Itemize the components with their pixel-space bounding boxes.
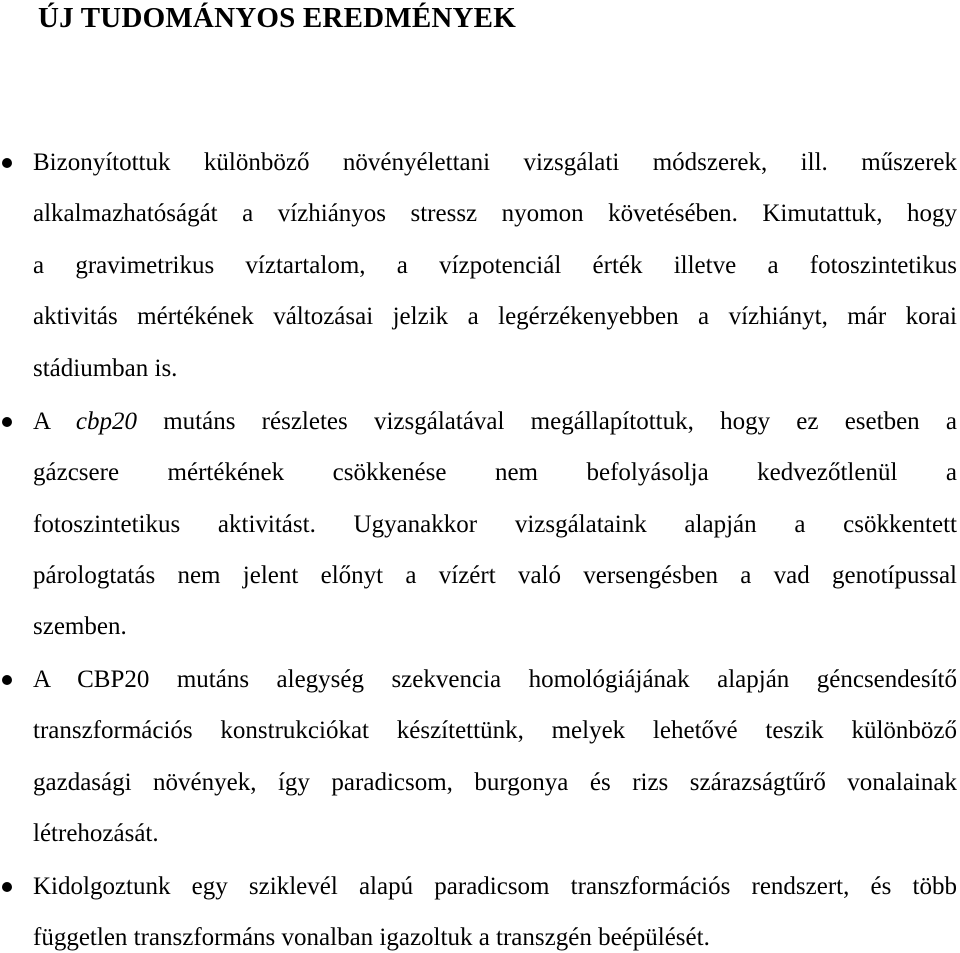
item-line: aktivitás mértékének változásai jelzik a legérzékenyebben a vízhiányt, már korai xyxy=(33,303,957,330)
item-line: alkalmazhatóságát a vízhiányos stressz nyomon követésében. Kimutattuk, hogy xyxy=(33,200,957,227)
item-line: A CBP20 mutáns alegység szekvencia homológiájának alapján géncsendesítő xyxy=(33,666,957,693)
item-line: gazdasági növények, így paradicsom, burgonya és rizs szárazságtűrő vonalainak xyxy=(33,769,957,796)
bullet-icon xyxy=(2,417,12,427)
item-line-rest: mutáns részletes vizsgálatával megállapítottuk, hogy ez esetben a xyxy=(137,408,957,435)
item-line: független transzformáns vonalban igazoltuk a transzgén beépülését. xyxy=(33,924,710,951)
gene-name: cbp20 xyxy=(75,408,138,435)
item-line: Bizonyítottuk különböző növényélettani vizsgálati módszerek, ill. műszerek xyxy=(33,149,957,176)
item-line-start: A xyxy=(33,408,76,435)
item-line xyxy=(33,407,957,437)
item-line: párologtatás nem jelent előnyt a vízért való versengésben a vad genotípussal xyxy=(33,562,957,589)
item-line: a gravimetrikus víztartalom, a vízpotenciál érték illetve a fotoszintetikus xyxy=(33,252,957,279)
item-line: szemben. xyxy=(33,613,127,640)
bullet-icon xyxy=(2,158,12,168)
item-line: Kidolgoztunk egy sziklevél alapú paradicsom transzformációs rendszert, és több xyxy=(33,873,957,900)
item-line: létrehozását. xyxy=(33,820,159,847)
item-line: stádiumban is. xyxy=(33,355,178,382)
item-line: transzformációs konstrukciókat készítettünk, melyek lehetővé teszik különböző xyxy=(33,717,957,744)
bullet-icon xyxy=(2,675,12,685)
bullet-icon xyxy=(2,882,12,892)
page-title: ÚJ TUDOMÁNYOS EREDMÉNYEK xyxy=(38,2,516,34)
item-line: gázcsere mértékének csökkenése nem befolyásolja kedvezőtlenül a xyxy=(33,459,957,486)
item-line: fotoszintetikus aktivitást. Ugyanakkor vizsgálataink alapján a csökkentett xyxy=(33,511,957,538)
